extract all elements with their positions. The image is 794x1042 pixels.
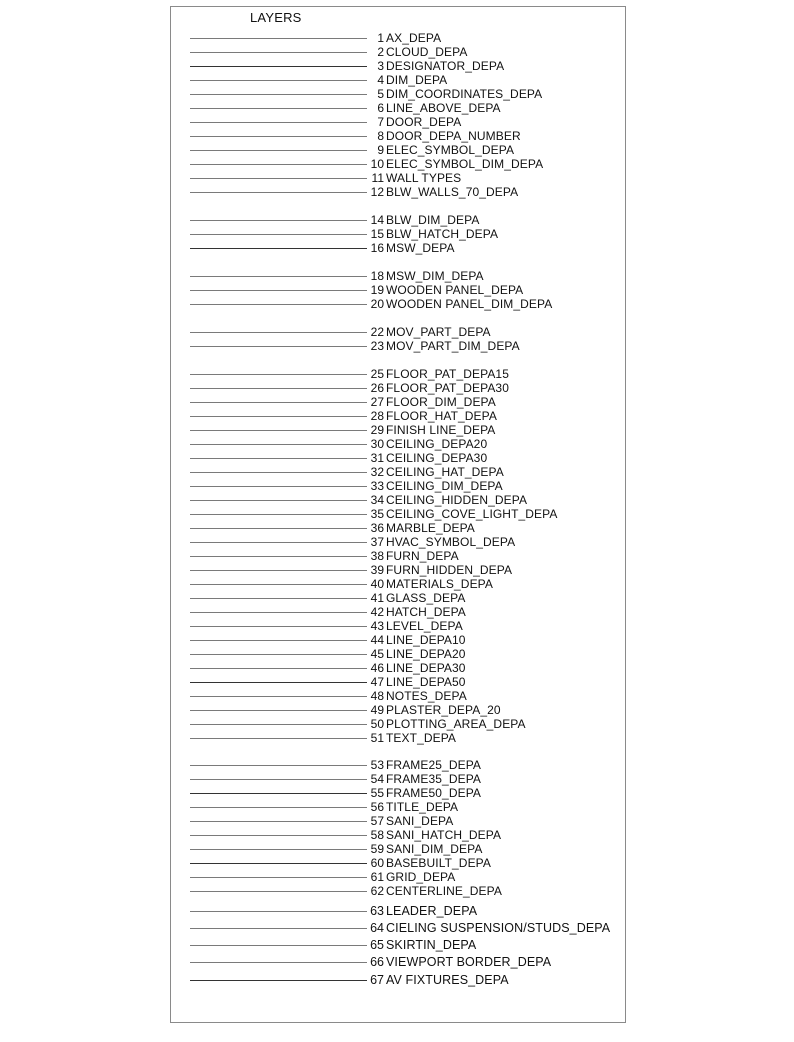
layer-number: 11 (371, 171, 384, 185)
layer-linetype-sample (190, 192, 367, 193)
layer-linetype-sample (190, 458, 367, 459)
layer-number: 22 (370, 325, 384, 339)
layer-number: 58 (370, 828, 384, 842)
layer-number: 29 (370, 423, 384, 437)
layer-name: MOV_PART_DIM_DEPA (386, 339, 520, 353)
layer-row (190, 973, 509, 987)
layer-row (190, 395, 496, 409)
layer-row (190, 786, 481, 800)
layer-number: 15 (370, 227, 384, 241)
layer-name: FINISH LINE_DEPA (386, 423, 496, 437)
layer-number: 50 (370, 717, 384, 731)
layer-row (190, 647, 466, 661)
layer-row (190, 451, 487, 465)
layer-row (190, 703, 501, 717)
layer-number: 62 (370, 884, 384, 898)
layer-row (190, 157, 543, 171)
layer-row (190, 921, 610, 935)
layer-name: BLW_HATCH_DEPA (386, 227, 499, 241)
layer-name: WOODEN PANEL_DEPA (386, 283, 524, 297)
layer-name: MOV_PART_DEPA (386, 325, 491, 339)
layer-linetype-sample (190, 136, 367, 137)
layer-number: 28 (370, 409, 384, 423)
layer-linetype-sample (190, 779, 367, 780)
layer-name: FRAME50_DEPA (386, 786, 482, 800)
layer-name: FLOOR_HAT_DEPA (386, 409, 497, 423)
layer-linetype-sample (190, 928, 367, 929)
layer-row (190, 367, 509, 381)
layer-number: 26 (370, 381, 384, 395)
layer-row (190, 493, 527, 507)
layer-number: 53 (370, 758, 384, 772)
layer-name: DIM_DEPA (386, 73, 448, 87)
layer-row (190, 143, 514, 157)
layer-row (190, 465, 504, 479)
layer-number: 60 (370, 856, 384, 870)
layer-row (190, 689, 467, 703)
layer-row (190, 241, 455, 255)
layer-row (190, 772, 481, 786)
layer-number: 49 (370, 703, 384, 717)
layer-name: DIM_COORDINATES_DEPA (386, 87, 543, 101)
layer-linetype-sample (190, 668, 367, 669)
layer-name: SANI_HATCH_DEPA (386, 828, 502, 842)
layer-name: FLOOR_PAT_DEPA30 (386, 381, 509, 395)
layer-number: 38 (370, 549, 384, 563)
layer-linetype-sample (190, 980, 367, 981)
layer-number: 45 (370, 647, 384, 661)
layer-row (190, 884, 502, 898)
layer-linetype-sample (190, 877, 367, 878)
layer-row (190, 437, 487, 451)
layer-linetype-sample (190, 164, 367, 165)
layer-number: 59 (370, 842, 384, 856)
layer-number: 44 (370, 633, 384, 647)
layer-row (190, 269, 484, 283)
layer-number: 3 (377, 59, 384, 73)
layer-name: DOOR_DEPA_NUMBER (386, 129, 521, 143)
layer-row (190, 297, 552, 311)
layer-linetype-sample (190, 332, 367, 333)
layer-row (190, 31, 441, 45)
layer-linetype-sample (190, 556, 367, 557)
layer-number: 51 (370, 731, 384, 745)
layer-row (190, 856, 491, 870)
layer-row (190, 633, 466, 647)
layer-linetype-sample (190, 500, 367, 501)
layer-row (190, 339, 520, 353)
layer-linetype-sample (190, 430, 367, 431)
layer-name: SKIRTIN_DEPA (386, 938, 477, 952)
layer-linetype-sample (190, 793, 367, 794)
layer-linetype-sample (190, 945, 367, 946)
layer-row (190, 577, 493, 591)
layer-number: 35 (370, 507, 384, 521)
layer-name: GRID_DEPA (386, 870, 456, 884)
layer-linetype-sample (190, 304, 367, 305)
layer-name: FRAME25_DEPA (386, 758, 482, 772)
layer-name: NOTES_DEPA (386, 689, 467, 703)
layer-name: MSW_DIM_DEPA (386, 269, 484, 283)
layer-number: 27 (370, 395, 384, 409)
layer-linetype-sample (190, 122, 367, 123)
layer-name: CLOUD_DEPA (386, 45, 468, 59)
layer-name: CEILING_HIDDEN_DEPA (386, 493, 528, 507)
layer-row (190, 842, 482, 856)
layer-row (190, 171, 461, 185)
layer-name: FLOOR_DIM_DEPA (386, 395, 496, 409)
layer-name: DOOR_DEPA (386, 115, 462, 129)
layer-number: 31 (370, 451, 384, 465)
layer-number: 63 (370, 904, 384, 918)
layer-number: 20 (370, 297, 384, 311)
layer-linetype-sample (190, 248, 367, 249)
layer-row (190, 101, 501, 115)
layer-row (190, 381, 509, 395)
layer-number: 61 (370, 870, 384, 884)
layer-linetype-sample (190, 626, 367, 627)
layer-number: 30 (370, 437, 384, 451)
layer-linetype-sample (190, 612, 367, 613)
layer-linetype-sample (190, 849, 367, 850)
layer-linetype-sample (190, 416, 367, 417)
layer-row (190, 521, 475, 535)
layer-linetype-sample (190, 290, 367, 291)
layer-linetype-sample (190, 38, 367, 39)
layer-linetype-sample (190, 444, 367, 445)
layer-row (190, 955, 551, 969)
layer-linetype-sample (190, 962, 367, 963)
layer-linetype-sample (190, 402, 367, 403)
layer-number: 4 (377, 73, 384, 87)
layer-name: HATCH_DEPA (386, 605, 466, 619)
layer-number: 16 (370, 241, 384, 255)
layer-name: CIELING SUSPENSION/STUDS_DEPA (386, 921, 611, 935)
layer-linetype-sample (190, 696, 367, 697)
layer-linetype-sample (190, 807, 367, 808)
layer-number: 42 (370, 605, 384, 619)
layer-linetype-sample (190, 220, 367, 221)
layer-row (190, 115, 461, 129)
layer-number: 48 (370, 689, 384, 703)
layer-linetype-sample (190, 724, 367, 725)
layer-name: MATERIALS_DEPA (386, 577, 493, 591)
layer-linetype-sample (190, 346, 367, 347)
layer-number: 37 (370, 535, 384, 549)
layer-number: 8 (377, 129, 384, 143)
layer-linetype-sample (190, 598, 367, 599)
layer-linetype-sample (190, 472, 367, 473)
layer-number: 14 (370, 213, 384, 227)
layer-row (190, 828, 501, 842)
layer-name: SANI_DIM_DEPA (386, 842, 483, 856)
layer-number: 23 (370, 339, 384, 353)
layer-row (190, 619, 463, 633)
layer-number: 40 (370, 577, 384, 591)
layer-number: 18 (370, 269, 384, 283)
layer-name: CEILING_HAT_DEPA (386, 465, 504, 479)
layer-name: PLOTTING_AREA_DEPA (386, 717, 526, 731)
layer-row (190, 717, 526, 731)
layer-row (190, 227, 498, 241)
layer-name: TEXT_DEPA (386, 731, 457, 745)
layer-name: DESIGNATOR_DEPA (386, 59, 505, 73)
layer-number: 34 (370, 493, 384, 507)
layer-name: CEILING_COVE_LIGHT_DEPA (386, 507, 558, 521)
layer-linetype-sample (190, 66, 367, 67)
layer-linetype-sample (190, 150, 367, 151)
layer-number: 10 (370, 157, 384, 171)
layer-row (190, 535, 515, 549)
layer-name: LEADER_DEPA (386, 904, 478, 918)
layer-row (190, 731, 456, 745)
layer-name: MARBLE_DEPA (386, 521, 475, 535)
layers-title: LAYERS (250, 10, 302, 25)
layer-number: 66 (370, 955, 384, 969)
layer-number: 54 (370, 772, 384, 786)
layer-name: MSW_DEPA (386, 241, 455, 255)
layer-row (190, 129, 521, 143)
layer-linetype-sample (190, 911, 367, 912)
layer-name: LINE_DEPA50 (386, 675, 466, 689)
layer-name: BASEBUILT_DEPA (386, 856, 491, 870)
layer-linetype-sample (190, 388, 367, 389)
layer-name: SANI_DEPA (386, 814, 454, 828)
layer-linetype-sample (190, 682, 367, 683)
layer-name: AX_DEPA (386, 31, 442, 45)
layer-name: BLW_WALLS_70_DEPA (386, 185, 519, 199)
layer-name: CEILING_DEPA20 (386, 437, 488, 451)
layer-linetype-sample (190, 765, 367, 766)
layer-linetype-sample (190, 276, 367, 277)
layer-name: PLASTER_DEPA_20 (386, 703, 501, 717)
layer-linetype-sample (190, 178, 367, 179)
layer-linetype-sample (190, 891, 367, 892)
layer-row (190, 45, 467, 59)
layer-number: 64 (370, 921, 384, 935)
layer-name: CEILING_DIM_DEPA (386, 479, 503, 493)
layer-name: GLASS_DEPA (386, 591, 466, 605)
layer-name: FRAME35_DEPA (386, 772, 482, 786)
layer-linetype-sample (190, 234, 367, 235)
layer-name: VIEWPORT BORDER_DEPA (386, 955, 552, 969)
layer-row (190, 661, 466, 675)
layer-row (190, 605, 466, 619)
layer-name: LINE_ABOVE_DEPA (386, 101, 501, 115)
layer-row (190, 423, 495, 437)
layer-name: AV FIXTURES_DEPA (386, 973, 509, 987)
layer-number: 67 (370, 973, 384, 987)
layer-row (190, 870, 455, 884)
layer-row (190, 409, 497, 423)
layer-name: FURN_DEPA (386, 549, 459, 563)
layer-number: 5 (377, 87, 384, 101)
layer-number: 2 (377, 45, 384, 59)
layer-row (190, 758, 481, 772)
layer-number: 55 (370, 786, 384, 800)
layer-number: 6 (377, 101, 384, 115)
layer-number: 32 (370, 465, 384, 479)
layer-linetype-sample (190, 654, 367, 655)
layer-number: 25 (370, 367, 384, 381)
layer-name: WOODEN PANEL_DIM_DEPA (386, 297, 553, 311)
layer-name: HVAC_SYMBOL_DEPA (386, 535, 516, 549)
layer-number: 56 (370, 800, 384, 814)
layer-linetype-sample (190, 863, 367, 864)
layer-name: LINE_DEPA10 (386, 633, 466, 647)
layer-linetype-sample (190, 528, 367, 529)
layer-row (190, 904, 477, 918)
layer-name: FLOOR_PAT_DEPA15 (386, 367, 509, 381)
layer-number: 46 (370, 661, 384, 675)
layer-name: LINE_DEPA20 (386, 647, 466, 661)
layer-row (190, 675, 466, 689)
layer-number: 9 (377, 143, 384, 157)
layer-name: ELEC_SYMBOL_DIM_DEPA (386, 157, 544, 171)
layer-name: ELEC_SYMBOL_DEPA (386, 143, 515, 157)
layer-name: CEILING_DEPA30 (386, 451, 488, 465)
layer-name: LINE_DEPA30 (386, 661, 466, 675)
layer-number: 43 (370, 619, 384, 633)
layer-number: 33 (370, 479, 384, 493)
layer-row (190, 814, 453, 828)
layer-row (190, 549, 459, 563)
layer-linetype-sample (190, 108, 367, 109)
layer-row (190, 87, 542, 101)
layer-linetype-sample (190, 542, 367, 543)
layer-linetype-sample (190, 584, 367, 585)
layer-number: 1 (377, 31, 384, 45)
layer-linetype-sample (190, 710, 367, 711)
layer-linetype-sample (190, 821, 367, 822)
layer-linetype-sample (190, 486, 367, 487)
layer-linetype-sample (190, 570, 367, 571)
layer-linetype-sample (190, 52, 367, 53)
layer-number: 19 (370, 283, 384, 297)
layer-row (190, 507, 557, 521)
layer-row (190, 59, 504, 73)
layer-row (190, 325, 491, 339)
layer-number: 12 (370, 185, 384, 199)
layer-number: 41 (370, 591, 384, 605)
layer-name: CENTERLINE_DEPA (386, 884, 502, 898)
layer-name: FURN_HIDDEN_DEPA (386, 563, 513, 577)
layer-row (190, 283, 523, 297)
layer-name: TITLE_DEPA (386, 800, 459, 814)
layer-name: WALL TYPES (386, 171, 462, 185)
layer-linetype-sample (190, 514, 367, 515)
layer-linetype-sample (190, 835, 367, 836)
layer-number: 7 (377, 115, 384, 129)
layer-number: 65 (370, 938, 384, 952)
layer-name: BLW_DIM_DEPA (386, 213, 480, 227)
layer-number: 57 (370, 814, 384, 828)
layer-row (190, 563, 512, 577)
layer-row (190, 591, 465, 605)
layer-linetype-sample (190, 94, 367, 95)
layer-linetype-sample (190, 640, 367, 641)
layer-linetype-sample (190, 738, 367, 739)
layer-number: 39 (370, 563, 384, 577)
layer-number: 47 (370, 675, 384, 689)
layer-row (190, 938, 476, 952)
layer-name: LEVEL_DEPA (386, 619, 463, 633)
layer-linetype-sample (190, 80, 367, 81)
layer-row (190, 213, 479, 227)
layer-linetype-sample (190, 374, 367, 375)
layer-row (190, 479, 503, 493)
layer-row (190, 800, 458, 814)
layer-row (190, 73, 447, 87)
layer-row (190, 185, 518, 199)
layer-number: 36 (370, 521, 384, 535)
